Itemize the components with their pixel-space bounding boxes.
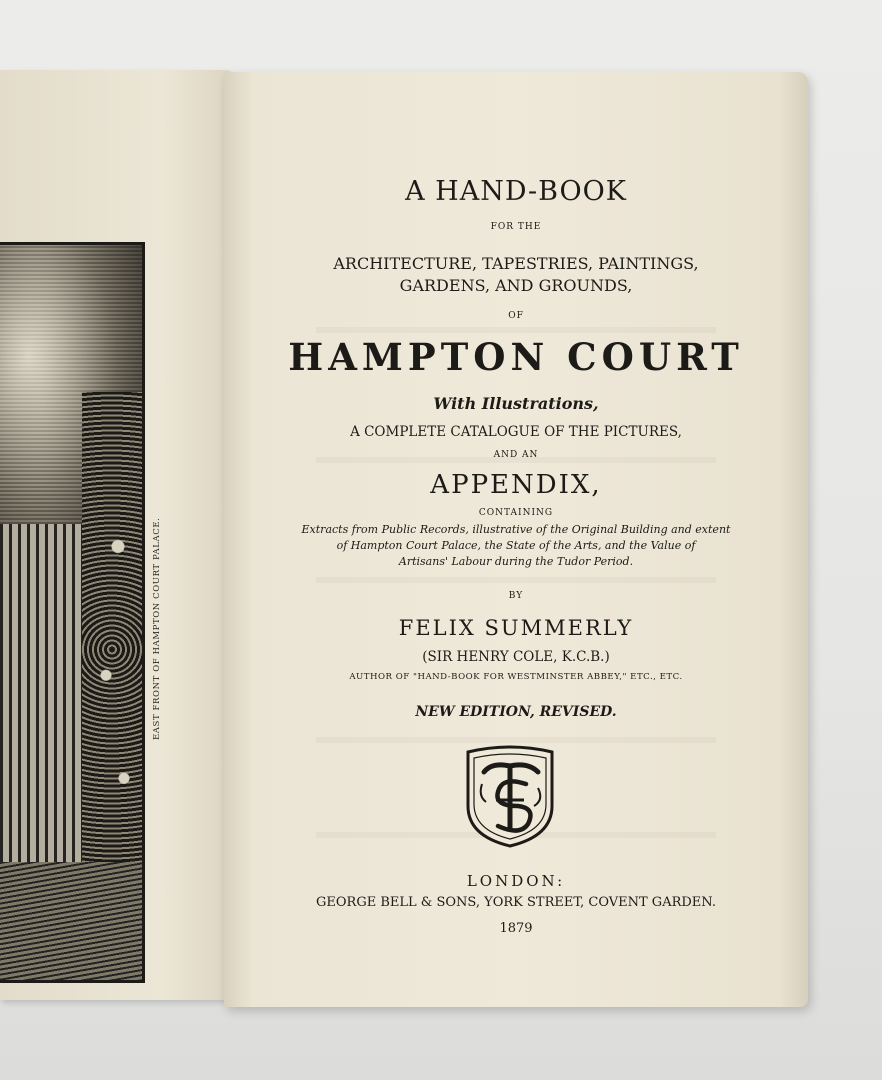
left-page [0, 70, 232, 1000]
containing-text: CONTAINING [478, 508, 554, 518]
title-page-text [224, 72, 808, 1007]
with-illustrations-text: With Illustrations, [433, 394, 599, 413]
and-an-text: AND AN [493, 450, 539, 460]
title-page [224, 72, 808, 1007]
engraving-ground [0, 862, 142, 980]
subjects-line-1: ARCHITECTURE, TAPESTRIES, PAINTINGS, [333, 254, 699, 273]
for-the-text: FOR THE [490, 222, 542, 232]
of-text: OF [508, 311, 524, 321]
engraving-trees [82, 392, 142, 907]
extracts-line-2: of Hampton Court Palace, the State of the Arts, and the Value of [336, 539, 696, 552]
publisher-text: GEORGE BELL & SONS, YORK STREET, COVENT GARDEN. [316, 895, 716, 910]
illustration-caption: EAST FRONT OF HAMPTON COURT PALACE. [152, 517, 162, 740]
author-real-name: (SIR HENRY COLE, K.C.B.) [422, 649, 610, 665]
book-heading: A HAND-BOOK [405, 176, 627, 207]
author-name: FELIX SUMMERLY [398, 616, 634, 640]
author-of-text: AUTHOR OF "HAND-BOOK FOR WESTMINSTER ABBEY," ETC., ETC. [349, 672, 683, 682]
engraving-illustration [0, 242, 145, 983]
extracts-line-3: Artisans' Labour during the Tudor Period. [398, 555, 634, 568]
publication-year: 1879 [499, 921, 533, 936]
subjects-line-2: GARDENS, AND GROUNDS, [399, 276, 633, 295]
publisher-monogram-icon [462, 744, 558, 848]
extracts-line-1: Extracts from Public Records, illustrative of the Original Building and extent [301, 523, 731, 536]
imprint-city: LONDON: [466, 872, 566, 890]
edition-text: NEW EDITION, REVISED. [415, 704, 617, 720]
by-text: BY [508, 591, 524, 601]
appendix-heading: APPENDIX, [430, 470, 602, 500]
catalogue-text: A COMPLETE CATALOGUE OF THE PICTURES, [350, 424, 682, 440]
place-title: HAMPTON COURT [288, 335, 744, 379]
